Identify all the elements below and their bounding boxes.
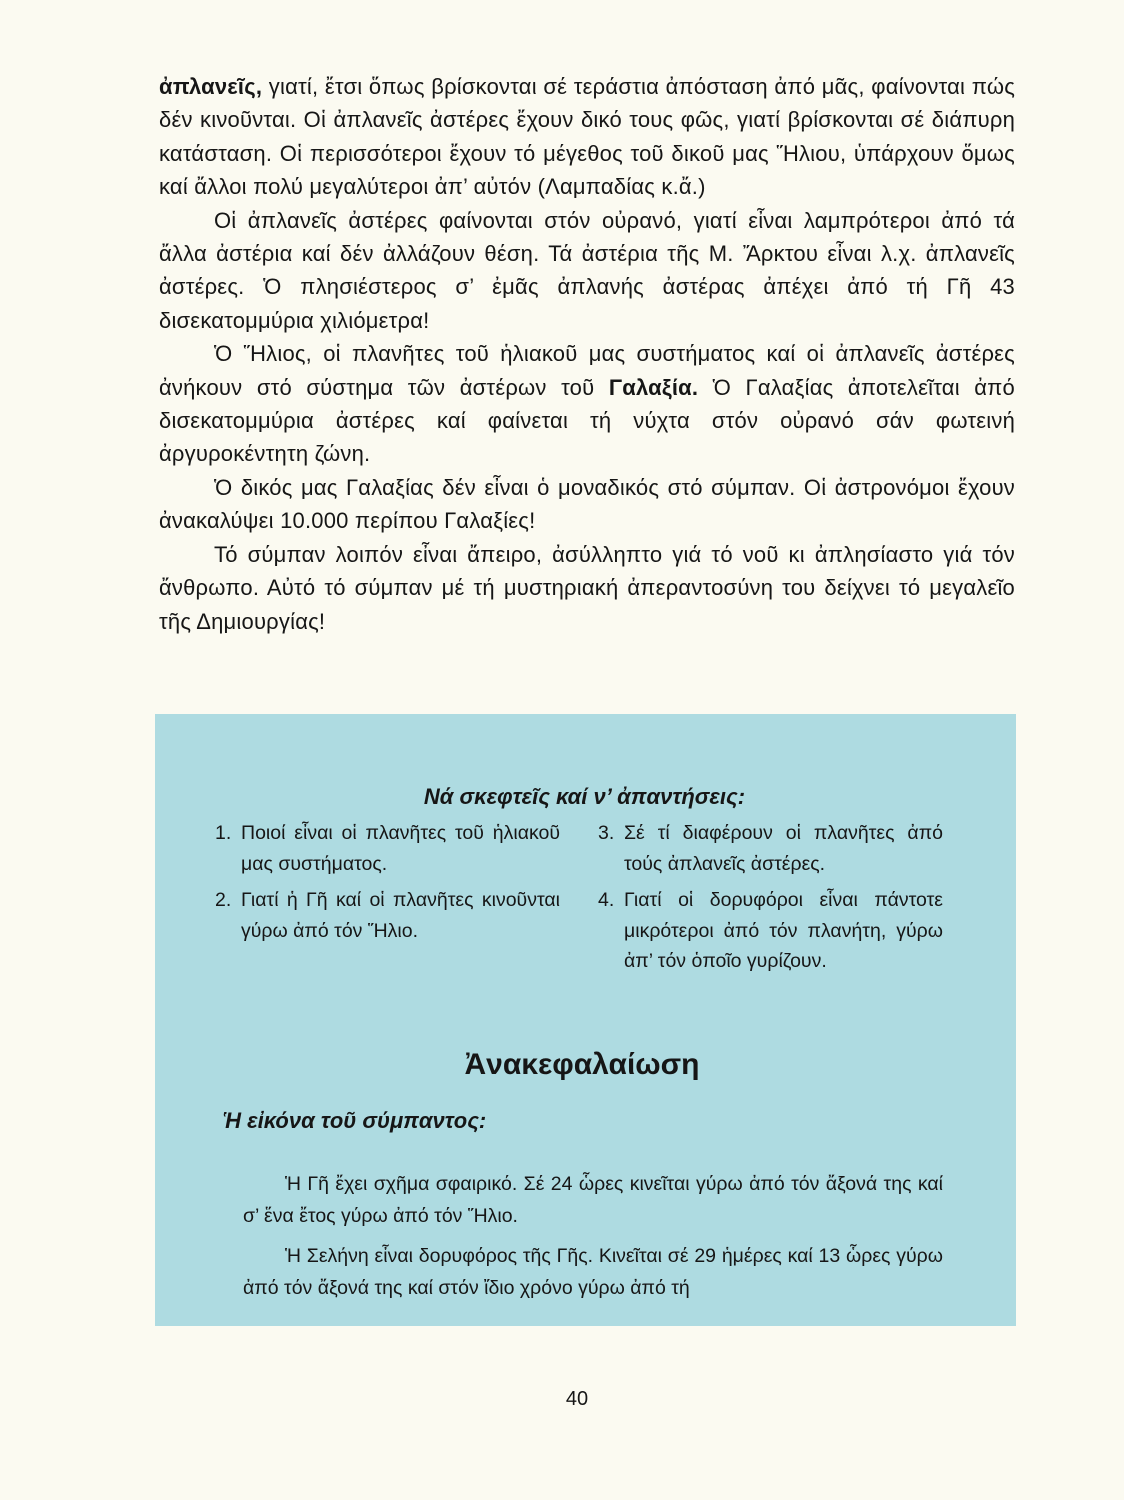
question-number: 1.	[215, 822, 232, 844]
paragraph-4: Ὁ δικός μας Γαλαξίας δέν εἶναι ὁ μοναδικός στό σύμπαν. Οἱ ἀστρονόμοι ἔχουν ἀνακαλύψει 10.000 περίπου Γαλαξίες!	[159, 474, 1015, 534]
term-galaxias: Γαλαξία.	[608, 374, 699, 400]
paragraph-1-text: γιατί, ἔτσι ὅπως βρίσκονται σέ τεράστια ἀπόσταση ἀπό μᾶς, φαίνονται πώς δέν κινοῦνται. Οἱ ἀπλανεῖς ἀστέρες ἔχουν δικό τους φῶς, γιατί βρίσκονται σέ διάπυρη κατάσταση. Οἱ περισσότεροι ἔχουν τό μέγεθος τοῦ δικοῦ μας Ἥλιου, ὑπάρχουν ὅμως καί ἄλλοι πολύ μεγαλύτεροι ἀπ’ αὐτόν (Λαμπαδίας κ.ἄ.)	[159, 74, 1015, 200]
page-number: 40	[565, 1388, 589, 1410]
question-item	[598, 818, 943, 879]
main-text	[159, 70, 1015, 638]
question-text: Γιατί ἡ Γῆ καί οἱ πλανῆτες κινοῦνται γύρω ἀπό τόν Ἥλιο.	[241, 889, 560, 942]
paragraph-3	[159, 337, 1015, 471]
paragraph-3-text-a: Ὁ Ἥλιος, οἱ πλανῆτες τοῦ ἡλιακοῦ μας συστήματος καί οἱ ἀπλανεῖς ἀστέρες ἀνήκουν στό σύστημα τῶν ἀστέρων τοῦ	[159, 341, 1015, 400]
questions-list-right	[598, 818, 943, 983]
summary-body	[243, 1168, 943, 1312]
paragraph-1	[159, 70, 1015, 204]
question-text: Ποιοί εἶναι οἱ πλανῆτες τοῦ ἡλιακοῦ μας συστήματος.	[241, 822, 560, 875]
summary-title: Ἀνακεφαλαίωση	[464, 1048, 700, 1081]
question-number: 3.	[598, 822, 615, 844]
question-item	[215, 818, 560, 879]
summary-paragraph-1: Ἡ Γῆ ἔχει σχῆμα σφαιρικό. Σέ 24 ὧρες κινεῖται γύρω ἀπό τόν ἄξονά της καί σ’ ἕνα ἔτος γύρω ἀπό τόν Ἥλιο.	[243, 1173, 943, 1227]
question-number: 2.	[215, 889, 232, 911]
term-aplaneis: ἀπλανεῖς,	[159, 74, 263, 99]
paragraph-3-text-b: Ὁ Γαλαξίας ἀποτελεῖται ἀπό δισεκατομμύρια ἀστέρες καί φαίνεται τή νύχτα στόν οὐρανό σάν φωτεινή ἀργυροκέντητη ζώνη.	[159, 374, 1015, 467]
summary-subtitle: Ἡ εἰκόνα τοῦ σύμπαντος:	[223, 1108, 487, 1133]
question-text: Σέ τί διαφέρουν οἱ πλανῆτες ἀπό τούς ἀπλανεῖς ἀστέρες.	[624, 822, 943, 875]
question-item	[598, 885, 943, 977]
questions-list-left	[215, 818, 560, 952]
questions-heading: Νά σκεφτεῖς καί ν’ ἀπαντήσεις:	[423, 784, 746, 809]
question-text: Γιατί οἱ δορυφόροι εἶναι πάντοτε μικρότεροι ἀπό τόν πλανήτη, γύρω ἀπ’ τόν ὁποῖο γυρίζουν.	[624, 889, 943, 972]
paragraph-2: Οἱ ἀπλανεῖς ἀστέρες φαίνονται στόν οὐρανό, γιατί εἶναι λαμπρότεροι ἀπό τά ἄλλα ἀστέρια καί δέν ἀλλάζουν θέση. Τά ἀστέρια τῆς Μ. Ἄρκτου εἶναι λ.χ. ἀπλανεῖς ἀστέρες. Ὁ πλησιέστερος σ’ ἐμᾶς ἀπλανής ἀστέρας ἀπέχει ἀπό τή Γῆ 43 δισεκατομμύρια χιλιόμετρα!	[159, 207, 1015, 333]
paragraph-5: Τό σύμπαν λοιπόν εἶναι ἄπειρο, ἀσύλληπτο γιά τό νοῦ κι ἀπλησίαστο γιά τόν ἄνθρωπο. Αὐτό τό σύμπαν μέ τή μυστηριακή ἀπεραντοσύνη του δείχνει τό μεγαλεῖο τῆς Δημιουργίας!	[159, 541, 1015, 634]
question-number: 4.	[598, 889, 615, 911]
question-item	[215, 885, 560, 946]
summary-paragraph-2: Ἡ Σελήνη εἶναι δορυφόρος τῆς Γῆς. Κινεῖται σέ 29 ἡμέρες καί 13 ὧρες γύρω ἀπό τόν ἄξονά της καί στόν ἴδιο χρόνο γύρω ἀπό τή	[243, 1245, 943, 1299]
